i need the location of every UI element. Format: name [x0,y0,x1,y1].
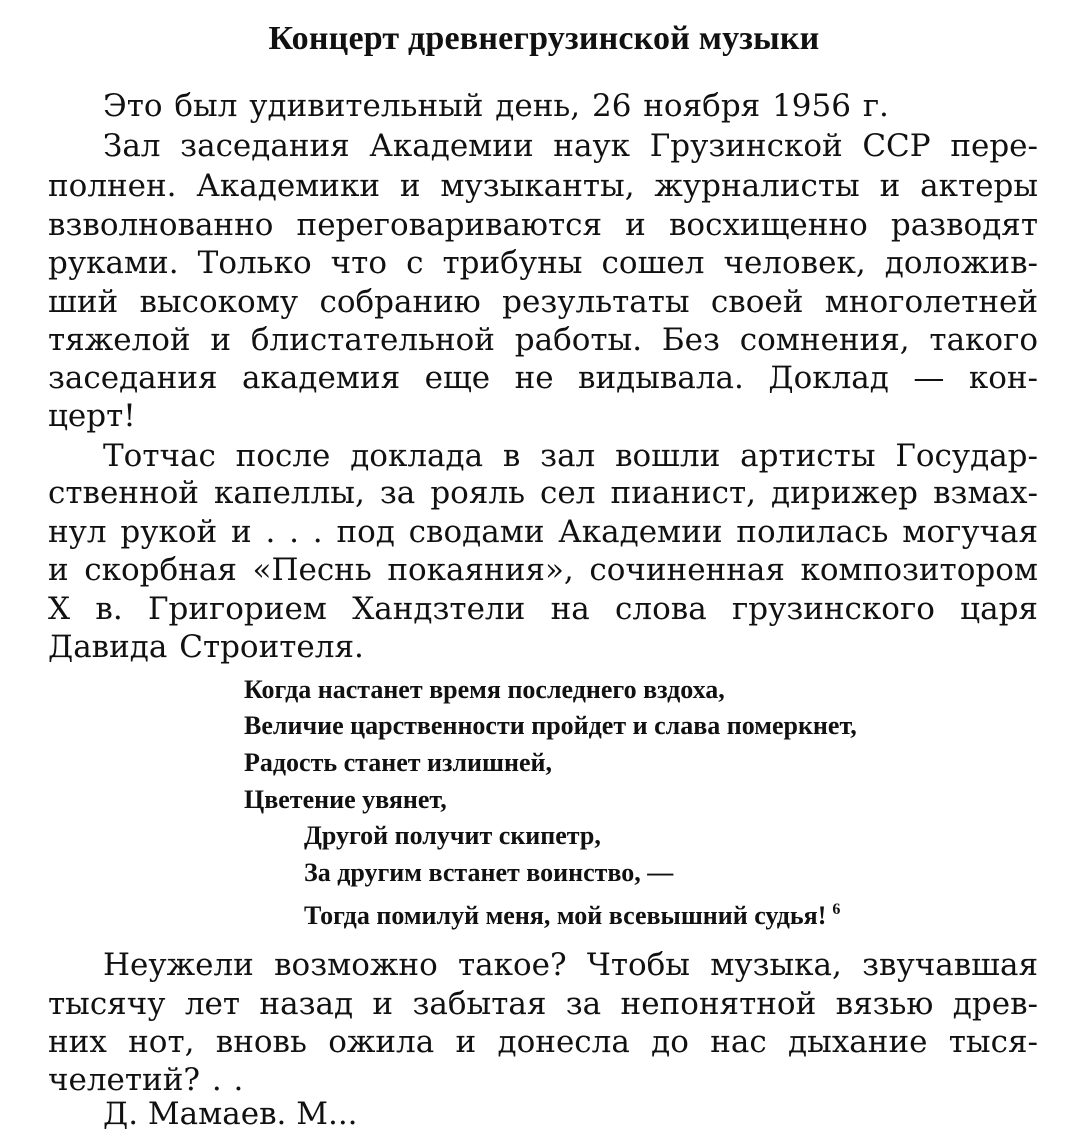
footnote-mark[interactable]: 6 [832,901,841,918]
verse-line-text: Тогда помилуй меня, мой всевышний судья! [304,901,827,930]
paragraph-4-line: Неужели возможно такое? Чтобы музыка, звучавшая [103,947,1038,983]
verse-line: За другим встанет воинство, — [304,858,674,887]
paragraph-3-line: Тотчас после доклада в зал вошли артисты Государ- [103,438,1038,474]
verse-line: Величие царственности пройдет и слава померкнет, [244,711,857,740]
verse-line: Радость станет излишней, [244,748,552,777]
paragraph-2-line: ший высокому собранию результаты своей многолетней [48,284,1038,320]
paragraph-2-line: Зал заседания Академии наук Грузинской ССР пере- [103,128,1038,164]
paragraph-3-line: нул рукой и . . . под сводами Академии полилась могучая [48,514,1038,550]
paragraph-4-line: них нот, вновь ожила и донесла до нас дыхание тыся- [48,1024,1038,1060]
paragraph-1-line: Это был удивительный день, 26 ноября 1956 г. [103,88,889,124]
chapter-title: Концерт древнегрузинской музыки [268,20,820,57]
paragraph-4-line: челетий? . . [48,1062,244,1098]
paragraph-2-line: взволнованно переговариваются и восхищенно разводят [48,207,1038,243]
cut-off-next-line: Д. Мамаев. М... [103,1096,358,1132]
paragraph-3-line: ственной капеллы, за рояль сел пианист, дирижер взмах- [48,475,1038,511]
verse-line: Когда настанет время последнего вздоха, [244,675,725,704]
paragraph-2-line: заседания академия еще не видывала. Доклад — кон- [48,360,1038,396]
paragraph-4-line: тысячу лет назад и забытая за непонятной вязью древ- [48,986,1038,1022]
verse-line: Другой получит скипетр, [304,821,601,850]
paragraph-3-line: и скорбная «Песнь покаяния», сочиненная композитором [48,552,1038,588]
paragraph-2-line: полнен. Академики и музыканты, журналисты и актеры [48,168,1038,204]
paragraph-3-line: X в. Григорием Хандзтели на слова грузинского царя [48,591,1038,627]
paragraph-2-line: церт! [48,398,136,434]
paragraph-2-line: тяжелой и блистательной работы. Без сомнения, такого [48,322,1038,358]
verse-line: Цветение увянет, [244,785,447,814]
paragraph-2-line: руками. Только что с трибуны сошел человек, доложив- [48,245,1038,281]
verse-line-last [304,892,840,934]
paragraph-3-line: Давида Строителя. [48,629,364,665]
